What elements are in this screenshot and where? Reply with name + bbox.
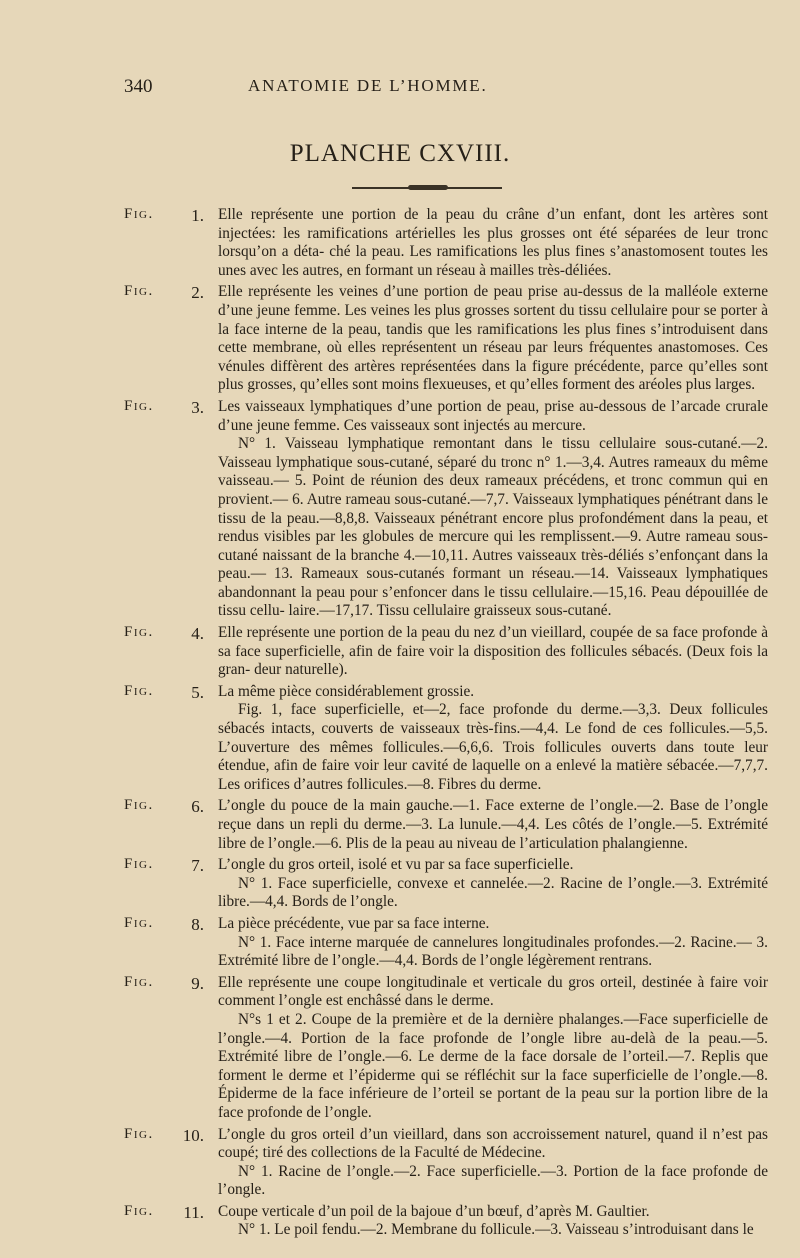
figure-paragraph: Coupe verticale d’un poil de la bajoue d’un bœuf, d’après M. Gaultier. bbox=[218, 1202, 650, 1220]
figure-number: 2. bbox=[191, 283, 204, 303]
figure-number: 9. bbox=[191, 973, 204, 993]
page-number: 340 bbox=[124, 76, 153, 97]
figure-entry bbox=[0, 283, 800, 395]
figure-paragraph: Elle représente une portion de la peau du crâne d’un enfant, dont les artères sont injectées: les ramifications artérielles les plus grosses ont été séparées de leur tronc lorsqu’on a déta- ché la peau. Les ramifications les plus fines s’anastomosent toutes les unes avec les autres, en formant un réseau à mailles très-déliées. bbox=[218, 206, 768, 279]
figure-description bbox=[218, 797, 768, 853]
figure-entry bbox=[0, 624, 800, 680]
figure-description bbox=[218, 1203, 768, 1240]
figure-number: 4. bbox=[191, 624, 204, 644]
figure-entry bbox=[0, 974, 800, 1123]
figure-paragraph: La pièce précédente, vue par sa face interne. bbox=[218, 914, 490, 932]
figure-list bbox=[0, 206, 800, 1243]
figure-description bbox=[218, 974, 768, 1123]
figure-label: Fig. bbox=[124, 914, 154, 931]
figure-paragraph: L’ongle du gros orteil, isolé et vu par sa face superficielle. bbox=[218, 856, 574, 874]
figure-label: Fig. bbox=[124, 397, 154, 414]
figure-number: 1. bbox=[191, 206, 204, 225]
figure-paragraph: Elle représente les veines d’une portion de peau prise au-dessus de la malléole externe d’une jeune femme. Les veines les plus grosses sortent du tissu cellulaire pour se porter à la face interne de la peau, tandis que les ramifications les plus fines s’introduisent dans cette membrane, où elles représentent un réseau par leurs fréquentes anastomoses. Ces vénules diffèrent des artères représentées dans la figure précédente, parce qu’elles sont plus grosses, qu’elles sont moins flexueuses, et qu’elles forment des aréoles plus larges. bbox=[218, 283, 768, 394]
figure-paragraph: L’ongle du gros orteil d’un vieillard, dans son accroissement naturel, quand il n’est pas coupé; tiré des collections de la Faculté de Médecine. bbox=[218, 1125, 768, 1162]
figure-description bbox=[218, 206, 768, 280]
figure-label: Fig. bbox=[124, 856, 154, 873]
figure-paragraph: N° 1. Racine de l’ongle.—2. Face superficielle.—3. Portion de la face profonde de l’ongle. bbox=[218, 1162, 768, 1199]
figure-paragraph: La même pièce considérablement grossie. bbox=[218, 682, 475, 700]
figure-entry bbox=[0, 856, 800, 912]
figure-number: 6. bbox=[191, 797, 204, 817]
figure-entry bbox=[0, 1126, 800, 1200]
figure-paragraph: N° 1. Face superficielle, convexe et cannelée.—2. Racine de l’ongle.—3. Extrémité libre.—4,4. Bords de l’ongle. bbox=[218, 874, 768, 911]
figure-label: Fig. bbox=[124, 283, 154, 300]
figure-description bbox=[218, 683, 768, 795]
figure-paragraph: Elle représente une coupe longitudinale et verticale du gros orteil, destinée à faire voir comment l’ongle est enchâssé dans le derme. bbox=[218, 973, 768, 1010]
figure-description bbox=[218, 915, 768, 971]
running-header-title: ANATOMIE DE L’HOMME. bbox=[248, 76, 488, 95]
figure-number: 3. bbox=[191, 397, 204, 417]
figure-entry bbox=[0, 1203, 800, 1240]
figure-entry bbox=[0, 206, 800, 280]
figure-description bbox=[218, 398, 768, 621]
figure-number: 5. bbox=[191, 682, 204, 702]
figure-paragraph: N° 1. Le poil fendu.—2. Membrane du follicule.—3. Vaisseau s’introduisant dans le bbox=[238, 1221, 754, 1239]
figure-number: 11. bbox=[183, 1202, 204, 1222]
figure-paragraph: N° 1. Vaisseau lymphatique remontant dans le tissu cellulaire sous-cutané.—2. Vaisseau lymphatique sous-cutané, séparé du tronc n° 1.—3,4. Autres rameaux du même vaisseau.— 5. Point de réunion des deux rameaux précédens, et tronc commun qui en provient.— 6. Autre rameau sous-cutané.—7,7. Vaisseaux lymphatiques pénétrant dans le tissu de la peau.—8,8,8. Vaisseaux pénétrant encore plus profondément dans la peau, et rendus visibles par les globules de mercure qui les remplissent.—9. Autre rameau sous-cutané naissant de la branche 4.—10,11. Autres vaisseaux très-déliés s’enfonçant dans la peau.— 13. Rameaux sous-cutanés formant un réseau.—14. Vaisseaux lymphatiques abandonnant la peau pour s’enfoncer dans le tissu cellulaire.—15,16. Peau dépouillée de tissu cellu- laire.—17,17. Tissu cellulaire graisseux sous-cutané. bbox=[218, 435, 768, 620]
figure-description bbox=[218, 1126, 768, 1200]
figure-label: Fig. bbox=[124, 797, 154, 814]
figure-paragraph: L’ongle du pouce de la main gauche.—1. Face externe de l’ongle.—2. Base de l’ongle reçue dans un repli du derme.—3. La lunule.—4,4. Les côtés de l’ongle.—5. Extrémité libre de l’ongle.—6. Plis de la peau au niveau de l’articulation phalangienne. bbox=[218, 797, 768, 852]
figure-entry bbox=[0, 915, 800, 971]
figure-paragraph: N°s 1 et 2. Coupe de la première et de la dernière phalanges.—Face superficielle de l’ongle.—4. Portion de la face profonde de l’ongle libre au-delà de la peau.—5. Extrémité libre de l’ongle.—6. Le derme de la face dorsale de l’orteil.—7. Replis que forment le derme et l’épiderme qui se réfléchit sur la face superficielle de l’ongle.—8. Épiderme de la face inférieure de l’orteil se portant de la peau sur la portion libre de la face profonde de l’ongle. bbox=[218, 1010, 768, 1121]
figure-description bbox=[218, 624, 768, 680]
running-head bbox=[0, 76, 800, 98]
figure-entry bbox=[0, 398, 800, 621]
figure-paragraph: N° 1. Face interne marquée de cannelures longitudinales profondes.—2. Racine.— 3. Extrémité libre de l’ongle.—4,4. Bords de l’ongle légèrement rentrans. bbox=[218, 933, 768, 970]
figure-label: Fig. bbox=[124, 973, 154, 990]
figure-label: Fig. bbox=[124, 624, 154, 641]
figure-label: Fig. bbox=[124, 1202, 154, 1219]
figure-entry bbox=[0, 683, 800, 795]
figure-number: 10. bbox=[182, 1125, 204, 1145]
plate-title: PLANCHE CXVIII. bbox=[289, 140, 511, 167]
figure-label: Fig. bbox=[124, 206, 154, 222]
figure-number: 8. bbox=[191, 914, 204, 934]
figure-label: Fig. bbox=[124, 1125, 154, 1142]
figure-entry bbox=[0, 797, 800, 853]
figure-description bbox=[218, 856, 768, 912]
ornamental-rule-center bbox=[408, 185, 448, 190]
figure-description bbox=[218, 283, 768, 395]
figure-label: Fig. bbox=[124, 682, 154, 699]
figure-paragraph: Fig. 1, face superficielle, et—2, face profonde du derme.—3,3. Deux follicules sébacés intacts, couverts de vaisseaux très-fins.—4,4. Le fond de ces follicules.—5,5. L’ouverture des mêmes follicules.—6,6,6. Trois follicules ouverts dans toute leur étendue, afin de faire voir leur cavité de laquelle on a enlevé la matière sébacée.—7,7,7. Les orifices d’autres follicules.—8. Fibres du derme. bbox=[218, 701, 768, 793]
figure-paragraph: Elle représente une portion de la peau du nez d’un vieillard, coupée de sa face profonde à sa face superficielle, afin de faire voir la disposition des follicules sébacés. (Deux fois la gran- deur naturelle). bbox=[218, 624, 768, 679]
figure-number: 7. bbox=[191, 856, 204, 876]
figure-paragraph: Les vaisseaux lymphatiques d’une portion de peau, prise au-dessous de l’arcade crurale d’une jeune femme. Ces vaisseaux sont injectés au mercure. bbox=[218, 397, 768, 434]
